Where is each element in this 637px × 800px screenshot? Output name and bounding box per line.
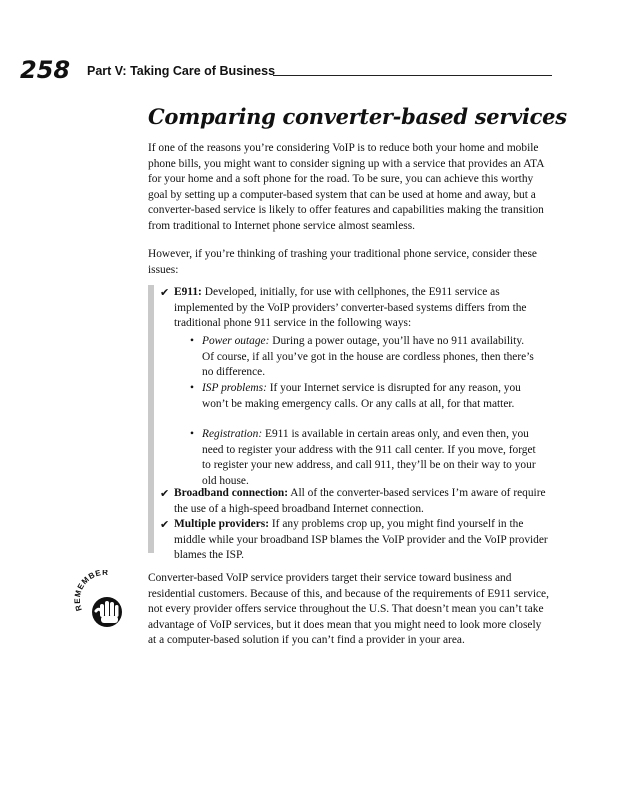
sublist-item-registration (190, 427, 538, 489)
issues-intro-paragraph: However, if you’re thinking of trashing your traditional phone service, consider these issues: (148, 248, 537, 276)
bullet-icon: • (190, 335, 194, 347)
running-header (20, 57, 552, 83)
page-number: 258 (20, 56, 71, 84)
sublist-item-text: E911 is available in certain areas only, and even then, you need to register your address with the 911 call center. If you move, forget to register your new address, and call 911, they’ll be on their way to your old house. (202, 428, 536, 487)
sublist-item-term: ISP problems: (202, 382, 267, 394)
bullet-icon: • (190, 428, 194, 440)
list-item-term: E911: (174, 286, 202, 298)
sublist-item-text: If your Internet service is disrupted for any reason, you won’t be making emergency calls. Or any calls at all, for that matter. (202, 382, 521, 410)
intro-paragraph: If one of the reasons you’re considering VoIP is to reduce both your home and mobile phone bills, you might want to consider signing up with a service that provides an ATA for your home and a soft phone for the road. To be sure, you can achieve this worthy goal by setting up a computer-based system that can be used at home and away, but a converter-based service is likely to offer features and capabilities making the transition from traditional to Internet phone service almost seamless. (148, 142, 544, 232)
sublist-item-power-outage (190, 334, 538, 381)
sublist-item-text: During a power outage, you’ll have no 911 availability. Of course, if all you’ve got in the house are cordless phones, then there’s no difference. (202, 335, 534, 379)
list-item-term: Broadband connection: (174, 487, 289, 499)
remember-icon-label: R MEMBER (74, 570, 109, 613)
list-item-term: Multiple providers: (174, 518, 270, 530)
list-item-text: All of the converter-based services I’m aware of require the use of a high-speed broadband Internet connection. (174, 487, 546, 515)
list-item-broadband (160, 486, 552, 517)
header-rule (273, 75, 552, 76)
bullet-icon: • (190, 382, 194, 394)
list-item-e911 (160, 285, 552, 332)
issues-list (148, 285, 552, 562)
check-icon: ✔ (160, 518, 170, 531)
sublist-item-isp-problems (190, 381, 538, 412)
list-item-text: Developed, initially, for use with cellphones, the E911 service as implemented by the VoIP providers’ converter-based systems differs from the traditional phone 911 service in the following ways: (174, 286, 527, 330)
list-sidebar-bar (148, 285, 154, 553)
check-icon: ✔ (160, 487, 170, 500)
sublist-item-term: Registration: (202, 428, 263, 440)
check-icon: ✔ (160, 286, 170, 299)
running-header-title: Part V: Taking Care of Business (87, 64, 276, 78)
list-item-multiple-providers (160, 517, 552, 564)
remember-paragraph: Converter-based VoIP service providers target their service toward business and residential customers. Because of this, and because of the requirements of E911 service, not every provider offers service throughout the U.S. That doesn’t mean you can’t take advantage of VoIP services, but it does mean that you might need to look more closely at a computer-based solution if you can’t find a provider in your area. (148, 572, 549, 647)
section-heading: Comparing converter-based services (148, 104, 567, 129)
list-item-text: If any problems crop up, you might find yourself in the middle while your broadband ISP blames the VoIP provider and the VoIP provider blames the ISP. (174, 518, 548, 562)
sublist-item-term: Power outage: (202, 335, 270, 347)
remember-icon (74, 570, 136, 632)
